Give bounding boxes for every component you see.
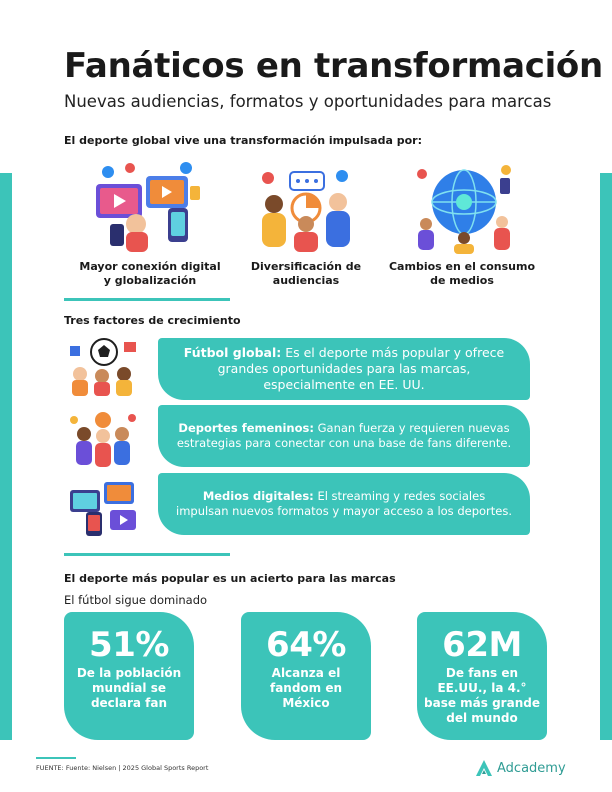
- factor-text: El streaming y redes sociales impulsan nuevos formatos y mayor acceso a los deportes.: [176, 489, 512, 518]
- stat-desc: De fans en EE.UU., la 4.° base más grande del mundo: [424, 666, 540, 725]
- globe-network-illustration: [382, 158, 542, 256]
- section-divider: [64, 553, 230, 556]
- factors-heading: Tres factores de crecimiento: [64, 314, 241, 327]
- intro-heading: El deporte global vive una transformación impulsada por:: [64, 134, 422, 147]
- factor-text: Ganan fuerza y requieren nuevas estrategias para conectar con una base de fans diferente.: [176, 421, 512, 450]
- left-accent-bar: [0, 173, 12, 740]
- stat-card-population: [64, 612, 194, 740]
- source-text: Fuente: Nielsen | 2025 Global Sports Report: [65, 764, 209, 772]
- factor-title: Fútbol global:: [183, 345, 282, 360]
- factor-title: Deportes femeninos:: [178, 421, 314, 435]
- connected-screens-illustration: [70, 158, 230, 256]
- stat-value: 51%: [89, 625, 169, 665]
- right-accent-bar: [600, 173, 612, 740]
- page-subtitle: Nuevas audiencias, formatos y oportunidades para marcas: [64, 92, 552, 111]
- factor-card-womens-sports: [158, 405, 530, 467]
- stats-subheading: El fútbol sigue dominado: [64, 593, 208, 607]
- driver-digital-connection: [70, 158, 230, 288]
- source-note: [36, 764, 208, 772]
- brand-name: Adcademy: [497, 760, 566, 776]
- section-divider: [64, 298, 230, 301]
- driver-media-consumption: [382, 158, 542, 288]
- diverse-people-illustration: [226, 158, 386, 256]
- driver-label-line1: Cambios en el consumo: [388, 260, 536, 273]
- stat-card-mexico: [241, 612, 371, 740]
- factor-card-global-football: [158, 338, 530, 400]
- stat-desc: De la población mundial se declara fan: [76, 666, 182, 710]
- adcademy-logo-icon: [475, 759, 493, 777]
- driver-label-line1: Mayor conexión digital: [79, 260, 221, 273]
- stats-heading: El deporte más popular es un acierto para las marcas: [64, 572, 396, 585]
- stat-value: 62M: [442, 625, 522, 665]
- page-title: Fanáticos en transformación: [64, 46, 603, 86]
- women-athletes-illustration: [66, 408, 140, 470]
- stat-desc: Alcanza el fandom en México: [269, 666, 343, 710]
- brand-logo: [475, 759, 566, 777]
- factor-title: Medios digitales:: [202, 489, 314, 503]
- stat-value: 64%: [266, 625, 346, 665]
- driver-label-line1: Diversificación de: [250, 260, 362, 273]
- source-label: FUENTE:: [36, 764, 64, 772]
- factor-card-digital-media: [158, 473, 530, 535]
- stat-card-usa: [417, 612, 547, 740]
- source-divider: [36, 757, 76, 759]
- driver-audience-diversification: [226, 158, 386, 288]
- driver-label-line2: de medios: [430, 274, 494, 287]
- driver-label-line2: y globalización: [103, 274, 197, 287]
- factor-text: Es el deporte más popular y ofrece grandes oportunidades para las marcas, especialmente en EE. UU.: [217, 345, 505, 392]
- streaming-devices-illustration: [66, 476, 140, 538]
- driver-label-line2: audiencias: [272, 274, 340, 287]
- football-fans-illustration: [66, 334, 140, 396]
